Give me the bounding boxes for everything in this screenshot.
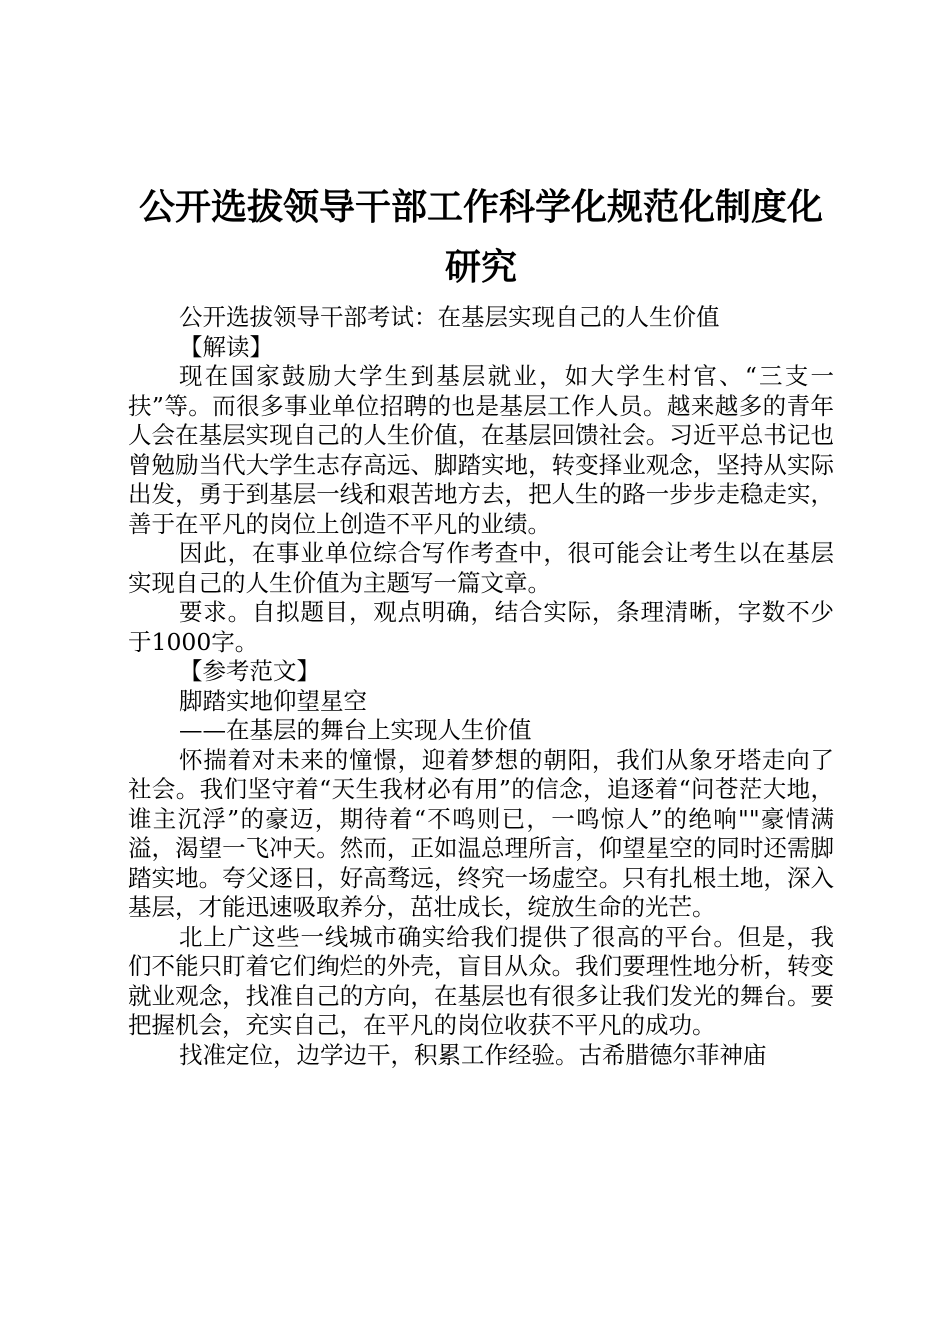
subtitle-paragraph: 公开选拔领导干部考试：在基层实现自己的人生价值	[179, 303, 720, 331]
document-page	[128, 178, 834, 1070]
section-heading-sample-essay: 【参考范文】	[179, 657, 320, 685]
body-paragraph: 现在国家鼓励大学生到基层就业，如大学生村官、“三支一扶”等。而很多事业单位招聘的也是基层工作人员。越来越多的青年人会在基层实现自己的人生价值，在基层回馈社会。习近平总书记也曾勉励当代大学生志存高远、脚踏实地，转变择业观念，坚持从实际出发，勇于到基层一线和艰苦地方去，把人生的路一步步走稳走实，善于在平凡的岗位上创造不平凡的业绩。	[128, 362, 834, 538]
body-paragraph: 怀揣着对未来的憧憬，迎着梦想的朝阳，我们从象牙塔走向了社会。我们坚守着“天生我材必有用”的信念，追逐着“问苍茫大地，谁主沉浮”的豪迈，期待着“不鸣则已，一鸣惊人”的绝响""豪情满溢，渴望一飞冲天。然而，正如温总理所言，仰望星空的同时还需脚踏实地。夸父逐日，好高骛远，终究一场虚空。只有扎根土地，深入基层，才能迅速吸取养分，茁壮成长，绽放生命的光芒。	[128, 745, 834, 921]
body-paragraph: 要求。自拟题目，观点明确，结合实际，条理清晰，字数不少于1000字。	[128, 598, 834, 656]
body-paragraph: 因此，在事业单位综合写作考查中，很可能会让考生以在基层实现自己的人生价值为主题写一篇文章。	[128, 539, 834, 597]
body-paragraph: 找准定位，边学边干，积累工作经验。古希腊德尔菲神庙	[179, 1040, 767, 1069]
section-heading-interpretation: 【解读】	[179, 332, 273, 361]
document-title: 公开选拔领导干部工作科学化规范化制度化研究	[138, 187, 823, 288]
essay-title: 脚踏实地仰望星空	[179, 686, 367, 715]
body-paragraph: 北上广这些一线城市确实给我们提供了很高的平台。但是，我们不能只盯着它们绚烂的外壳，盲目从众。我们要理性地分析，转变就业观念，找准自己的方向，在基层也有很多让我们发光的舞台。要把握机会，充实自己，在平凡的岗位收获不平凡的成功。	[128, 922, 834, 1039]
essay-subtitle: ——在基层的舞台上实现人生价值	[179, 716, 532, 744]
